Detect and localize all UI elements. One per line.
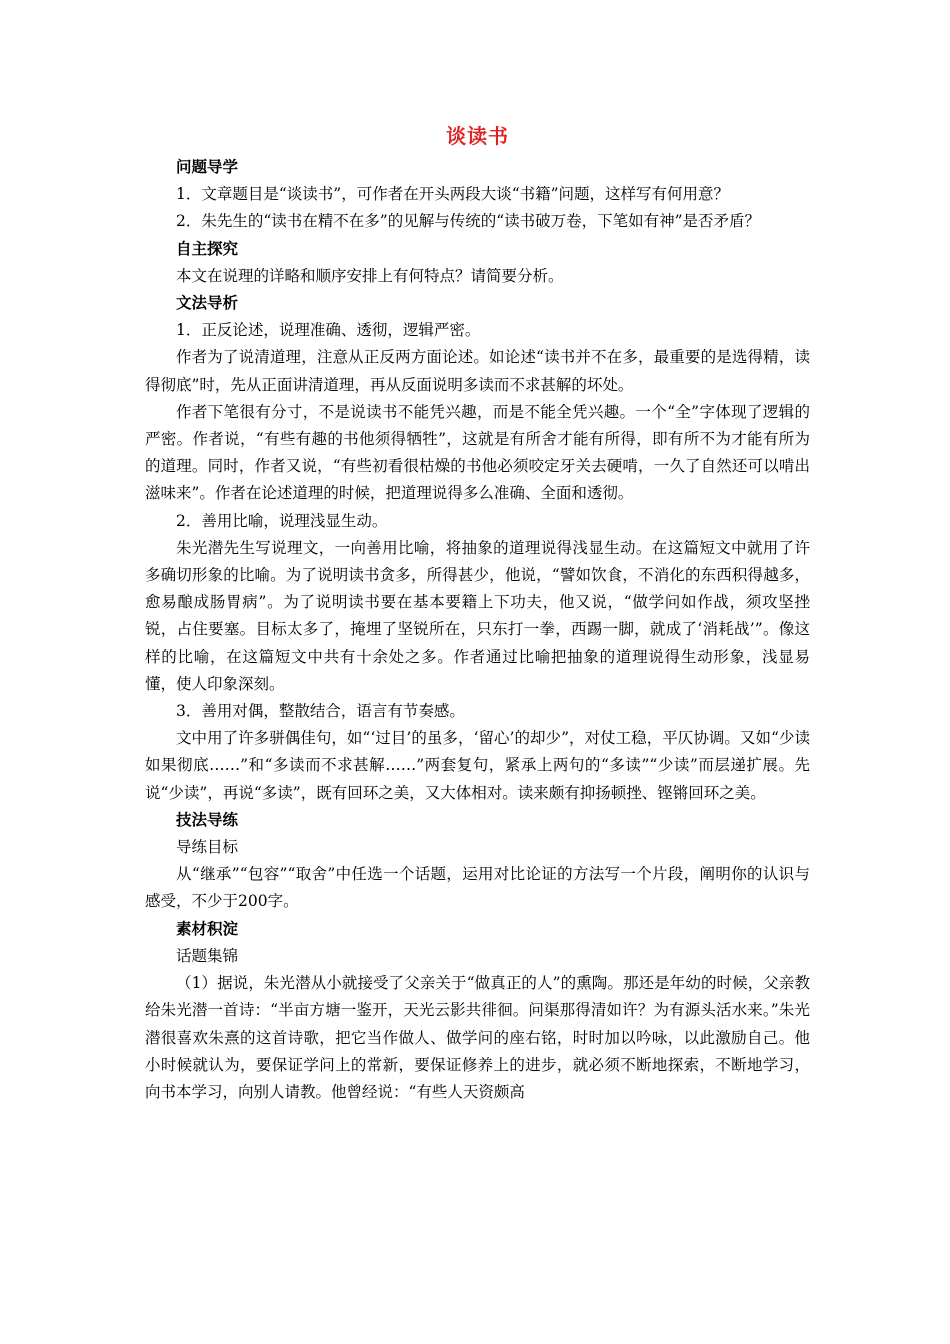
paragraph: 1．文章题目是“谈读书”，可作者在开头两段大谈“书籍”问题，这样写有何用意？ [176,185,730,204]
document-page [145,118,810,1106]
section-heading-explore: 自主探究 [176,239,239,258]
paragraph: 文中用了许多骈偶佳句，如“‘过目’的虽多，‘留心’的却少”，对仗工稳，平仄协调。又如“少读如果彻底……”和“多读而不求甚解……”两套复句，紧承上两句的“多读”“少读”而层递扩展。先说“少读”，再说“多读”，既有回环之美，又大体相对。读来颇有抑扬顿挫、铿锵回环之美。 [145,729,810,802]
section-heading-analysis: 文法导析 [176,294,239,313]
paragraph: （1）据说，朱光潜从小就接受了父亲关于“做真正的人”的熏陶。那还是年幼的时候，父亲教给朱光潜一首诗：“半亩方塘一鉴开，天光云影共徘徊。问渠那得清如许？为有源头活水来。”朱光潜很喜欢朱熹的这首诗歌，把它当作做人、做学问的座右铭，时时加以吟咏，以此激励自己。他小时候就认为，要保证学问上的常新，要保证修养上的进步，就必须不断地探索，不断地学习，向书本学习，向别人请教。他曾经说：“有些人天资颇高 [145,974,810,1101]
paragraph: 作者下笔很有分寸，不是说读书不能凭兴趣，而是不能全凭兴趣。一个“全”字体现了逻辑的严密。作者说，“有些有趣的书他须得牺牲”，这就是有所舍才能有所得，即有所不为才能有所为的道理。同时，作者又说，“有些初看很枯燥的书他必须咬定牙关去硬啃，一久了自然还可以啃出滋味来”。作者在论述道理的时候，把道理说得多么准确、全面和透彻。 [145,402,810,503]
paragraph: 3．善用对偶，整散结合，语言有节奏感。 [176,702,465,721]
subheading: 话题集锦 [176,946,239,965]
paragraph: 2．善用比喻，说理浅显生动。 [176,511,388,530]
subheading: 导练目标 [176,838,239,857]
paragraph: 1．正反论述，说理准确、透彻，逻辑严密。 [176,321,481,340]
section-heading-materials: 素材积淀 [176,919,239,938]
paragraph: 本文在说理的详略和顺序安排上有何特点？请简要分析。 [176,266,564,285]
page-title: 谈读书 [446,124,509,148]
paragraph: 朱光潜先生写说理文，一向善用比喻，将抽象的道理说得浅显生动。在这篇短文中就用了许多确切形象的比喻。为了说明读书贪多，所得甚少，他说，“譬如饮食，不消化的东西积得越多，愈易酿成肠胃病”。为了说明读书要在基本要籍上下功夫，他又说，“做学问如作战，须攻坚挫锐，占住要塞。目标太多了，掩埋了坚锐所在，只东打一拳，西踢一脚，就成了‘消耗战’”。像这样的比喻，在这篇短文中共有十余处之多。作者通过比喻把抽象的道理说得生动形象，浅显易懂，使人印象深刻。 [145,538,810,693]
paragraph: 从“继承”“包容”“取舍”中任选一个话题，运用对比论证的方法写一个片段，阐明你的认识与感受，不少于200字。 [145,865,810,911]
paragraph: 2．朱先生的“读书在精不在多”的见解与传统的“读书破万卷，下笔如有神”是否矛盾？ [176,212,761,231]
paragraph: 作者为了说清道理，注意从正反两方面论述。如论述“读书并不在多，最重要的是选得精，读得彻底”时，先从正面讲清道理，再从反面说明多读而不求甚解的坏处。 [145,348,810,394]
section-heading-guide: 问题导学 [176,158,239,176]
section-heading-practice: 技法导练 [176,810,239,829]
